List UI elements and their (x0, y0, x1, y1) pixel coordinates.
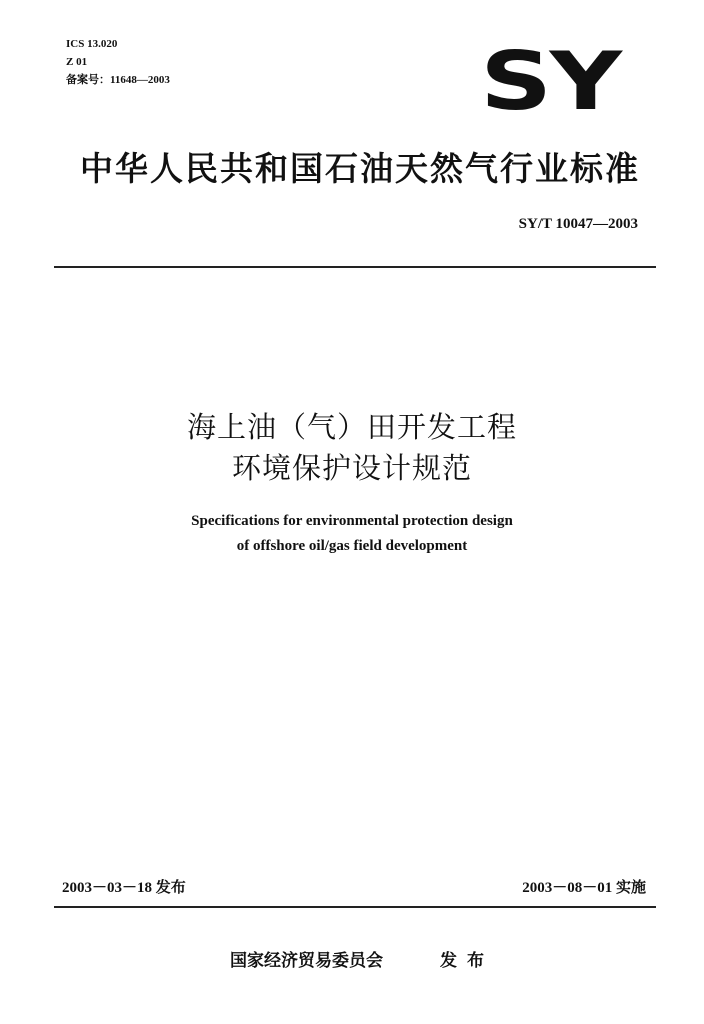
sy-logo: SY (480, 35, 620, 128)
standard-number: SY/T 10047—2003 (518, 216, 638, 232)
issuing-authority: 国家经济贸易委员会 (230, 951, 383, 971)
issuing-verb: 发布 (440, 951, 494, 971)
document-title-en-line1: Specifications for environmental protection design (191, 513, 513, 529)
document-title-en-line2: of offshore oil/gas field development (236, 538, 468, 554)
document-title-zh-line1: 海上油（气）田开发工程 (186, 410, 517, 444)
issue-date: 2003－03－18 发布 (62, 880, 186, 896)
implementation-date: 2003－08－01 实施 (522, 880, 646, 896)
footer-divider (54, 906, 656, 908)
header-divider (54, 266, 656, 268)
record-number: 备案号：11648—2003 (66, 74, 170, 86)
standard-title: 中华人民共和国石油天然气行业标准 (80, 149, 640, 188)
ics-code: ICS 13.020 (66, 38, 118, 50)
category-code: Z 01 (66, 56, 88, 68)
document-title-zh-line2: 环境保护设计规范 (231, 451, 472, 485)
